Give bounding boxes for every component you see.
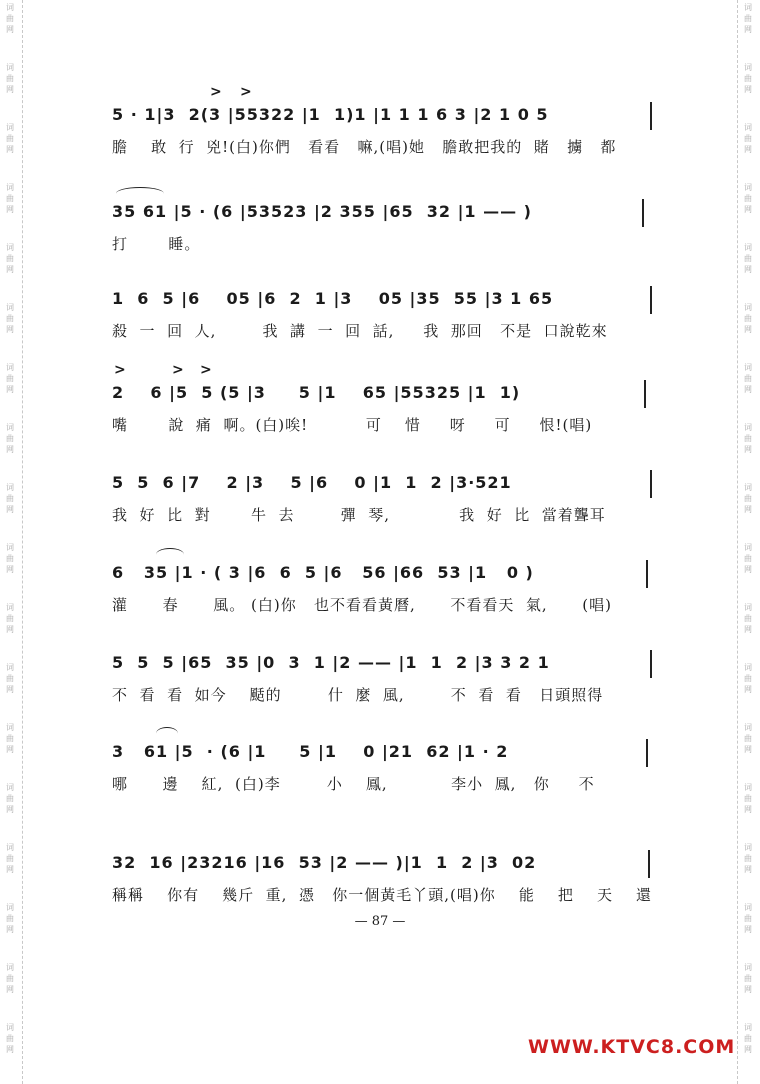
watermark-mark: 词 曲 网 [6,363,14,394]
watermark-mark: 词 曲 网 [6,843,14,874]
bar-line [650,650,652,678]
lyric-line: 嘴 說 痛 啊。(白)唉! 可 惜 呀 可 恨!(唱) [112,416,593,434]
watermark-mark: 词 曲 网 [6,1023,14,1054]
watermark-mark: 词 曲 网 [6,783,14,814]
accent-mark: > [114,362,126,378]
accent-mark: > [200,362,212,378]
watermark-mark: 词 曲 网 [744,663,752,694]
score-row [100,362,660,458]
watermark-mark: 词 曲 网 [744,903,752,934]
watermark-mark: 词 曲 网 [6,303,14,334]
watermark-mark: 词 曲 网 [744,543,752,574]
lyric-line: 哪 邊 紅, (白)李 小 鳳, 李小 鳳, 你 不 [112,775,595,793]
watermark-mark: 词 曲 网 [6,543,14,574]
bar-line [642,199,644,227]
watermark-mark: 词 曲 网 [744,723,752,754]
bar-line [644,380,646,408]
page-number: — 87 — [354,914,406,929]
score-row [100,84,660,180]
score-row [100,197,660,277]
notation-line: 6 35 |1 · ( 3 |6 6 5 |6 56 |66 53 |1 0 ) [112,563,534,582]
notation-line: 5 5 5 |65 35 |0 3 1 |2 —— |1 1 2 |3 3 2 1 [112,653,550,672]
watermark-mark: 词 曲 网 [6,903,14,934]
watermark-mark: 词 曲 网 [744,303,752,334]
watermark-mark: 词 曲 网 [6,603,14,634]
notation-line: 2 6 |5 5 (5 |3 5 |1 65 |55325 |1 1) [112,383,521,402]
notation-line: 3 61 |5 · (6 |1 5 |1 0 |21 62 |1 · 2 [112,742,509,761]
watermark-mark: 词 曲 网 [6,663,14,694]
bar-line [648,850,650,878]
bar-line [646,739,648,767]
watermark-mark: 词 曲 网 [6,423,14,454]
lyric-line: 不 看 看 如今 颳的 什 麼 風, 不 看 看 日頭照得 [112,686,604,704]
watermark-mark: 词 曲 网 [6,243,14,274]
bar-line [646,560,648,588]
watermark-mark: 词 曲 网 [744,423,752,454]
watermark-mark: 词 曲 网 [744,63,752,94]
watermark-mark: 词 曲 网 [744,123,752,154]
notation-line: 35 61 |5 · (6 |53523 |2 355 |65 32 |1 —— ) [112,202,532,221]
lyric-line: 灌 春 風。 (白)你 也不看看黃曆, 不看看天 氣, (唱) [112,596,612,614]
bar-line [650,286,652,314]
watermark-mark: 词 曲 网 [744,483,752,514]
watermark-mark: 词 曲 网 [6,183,14,214]
watermark-mark: 词 曲 网 [6,723,14,754]
watermark-mark: 词 曲 网 [744,3,752,34]
watermark-mark: 词 曲 网 [744,243,752,274]
watermark-mark: 词 曲 网 [744,363,752,394]
watermark-mark: 词 曲 网 [744,1023,752,1054]
watermark-mark: 词 曲 网 [744,963,752,994]
lyric-line: 稱稱 你有 幾斤 重, 憑 你一個黃毛丫頭,(唱)你 能 把 天 還 [112,886,653,904]
lyric-line: 殺 一 回 人, 我 講 一 回 話, 我 那回 不是 口說乾來 [112,322,608,340]
lyric-line: 我 好 比 對 牛 去 彈 琴, 我 好 比 當着聾耳 [112,506,606,524]
watermark-mark: 词 曲 网 [744,783,752,814]
accent-mark: > [240,84,252,100]
score-row [100,284,660,364]
watermark-mark: 词 曲 网 [744,843,752,874]
watermark-mark: 词 曲 网 [6,483,14,514]
watermark-mark: 词 曲 网 [6,123,14,154]
watermark-mark: 词 曲 网 [6,963,14,994]
notation-line: 1 6 5 |6 05 |6 2 1 |3 05 |35 55 |3 1 65 [112,289,554,308]
watermark-mark: 词 曲 网 [6,3,14,34]
accent-mark: > [172,362,184,378]
watermark-mark: 词 曲 网 [6,63,14,94]
score-row [100,737,660,817]
bar-line [650,470,652,498]
notation-line: 5 5 6 |7 2 |3 5 |6 0 |1 1 2 |3·521 [112,473,512,492]
accent-mark: > [210,84,222,100]
score-row [100,648,660,728]
notation-line: 5 · 1|3 2(3 |55322 |1 1)1 |1 1 1 6 3 |2 1 0 5 [112,105,549,124]
site-url-watermark: WWW.KTVC8.COM [528,1036,736,1058]
watermark-mark: 词 曲 网 [744,183,752,214]
bar-line [650,102,652,130]
score-row [100,468,660,548]
watermark-mark: 词 曲 网 [744,603,752,634]
lyric-line: 膽 敢 行 兇!(白)你們 看看 嘛,(唱)她 膽敢把我的 賭 擄 都 [112,138,617,156]
score-row [100,558,660,638]
lyric-line: 打 睡。 [112,235,201,253]
notation-line: 32 16 |23216 |16 53 |2 —— )|1 1 2 |3 02 [112,853,537,872]
